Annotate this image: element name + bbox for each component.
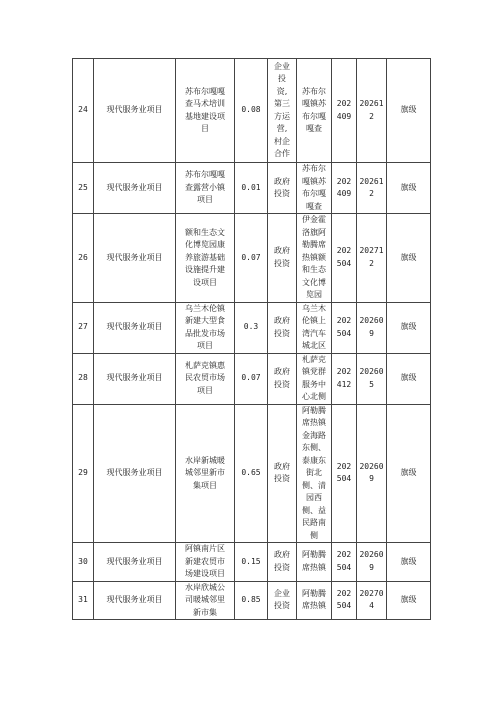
project-location-line: 札萨克 bbox=[302, 354, 326, 364]
end-date-line: 20260 bbox=[359, 316, 384, 325]
end-date bbox=[357, 353, 387, 404]
project-location-line: 热镇额 bbox=[302, 252, 326, 262]
project-level: 旗级 bbox=[387, 214, 431, 303]
investment-type-line: 企业 bbox=[274, 61, 290, 71]
table-row bbox=[73, 404, 431, 543]
project-location-line: 席热镇 bbox=[302, 601, 326, 611]
project-name-line: 集项目 bbox=[193, 480, 217, 490]
project-category: 现代服务业项目 bbox=[94, 581, 176, 620]
project-location bbox=[297, 353, 332, 404]
project-location-line: 阿勒腾 bbox=[302, 405, 326, 415]
end-date-line: 20260 bbox=[359, 461, 384, 471]
investment-type-line: 投资 bbox=[274, 379, 290, 389]
row-number: 25 bbox=[73, 163, 94, 214]
investment-type-line: 投资 bbox=[274, 328, 290, 338]
end-date bbox=[357, 59, 387, 163]
project-name bbox=[176, 404, 235, 543]
investment-type-line: 投资 bbox=[274, 562, 290, 572]
project-name-line: 场建设项目 bbox=[185, 569, 225, 578]
project-location bbox=[297, 581, 332, 620]
investment-type-line: 资, bbox=[276, 86, 288, 96]
start-date bbox=[332, 302, 357, 353]
project-name-line: 查露营小镇 bbox=[185, 182, 225, 192]
project-location-line: 侧、益 bbox=[302, 505, 326, 515]
start-date-line: 202 bbox=[336, 246, 352, 256]
investment-type-line: 投资 bbox=[274, 474, 290, 484]
project-name-line: 目 bbox=[201, 124, 209, 133]
investment-type-line: 企业 bbox=[274, 588, 290, 598]
project-location-line: 嘎镇苏 bbox=[302, 99, 326, 108]
end-date bbox=[357, 581, 387, 620]
project-name bbox=[176, 581, 235, 620]
project-location bbox=[297, 214, 332, 303]
start-date-line: 202 bbox=[336, 316, 352, 325]
project-location-line: 园西 bbox=[306, 493, 322, 502]
project-location-line: 布尔嘎 bbox=[302, 189, 326, 198]
project-location-line: 嘎镇苏 bbox=[302, 176, 326, 186]
project-location-line: 东侧、 bbox=[302, 443, 326, 452]
project-name-line: 新建农贸市 bbox=[185, 556, 225, 566]
project-name-line: 项目 bbox=[197, 341, 213, 350]
project-location-line: 伦镇上 bbox=[302, 316, 326, 325]
project-name bbox=[176, 353, 235, 404]
project-location-line: 苏布尔 bbox=[302, 164, 326, 173]
investment-amount: 0.01 bbox=[235, 163, 268, 214]
end-date bbox=[357, 163, 387, 214]
project-level: 旗级 bbox=[387, 404, 431, 543]
project-location-line: 席热镇 bbox=[302, 418, 326, 427]
project-name-line: 额和生态文 bbox=[185, 227, 225, 237]
project-location-line: 泰康东 bbox=[302, 455, 326, 465]
start-date-line: 202 bbox=[336, 367, 352, 376]
project-name-line: 民农贸市场 bbox=[185, 373, 225, 383]
project-level: 旗级 bbox=[387, 581, 431, 620]
start-date bbox=[332, 163, 357, 214]
project-name-line: 阿镇南片区 bbox=[185, 544, 225, 553]
table-row bbox=[73, 214, 431, 303]
investment-type-line: 政府 bbox=[274, 550, 290, 560]
end-date-line: 2 bbox=[369, 258, 374, 268]
project-category: 现代服务业项目 bbox=[94, 59, 176, 163]
start-date-line: 504 bbox=[336, 328, 352, 338]
project-name-line: 新市集 bbox=[193, 607, 217, 617]
project-location-line: 阿勒腾 bbox=[302, 550, 326, 560]
table-row bbox=[73, 581, 431, 620]
investment-type-line: 投 bbox=[278, 74, 286, 83]
project-location-line: 金海路 bbox=[302, 430, 326, 440]
investment-type-line: 投资 bbox=[274, 258, 290, 268]
project-name bbox=[176, 163, 235, 214]
project-name-line: 养旅游基础 bbox=[185, 252, 225, 262]
investment-type bbox=[268, 214, 297, 303]
project-name-line: 札萨克镇惠 bbox=[185, 360, 225, 370]
row-number: 31 bbox=[73, 581, 94, 620]
project-name bbox=[176, 543, 235, 582]
project-name bbox=[176, 214, 235, 303]
project-name-line: 司暖城邻里 bbox=[185, 595, 225, 604]
end-date-line: 2 bbox=[369, 111, 374, 121]
investment-type-line: 政府 bbox=[274, 176, 290, 186]
start-date-line: 504 bbox=[336, 562, 352, 572]
project-name-line: 水岸欣城公 bbox=[185, 582, 225, 592]
investment-type bbox=[268, 404, 297, 543]
project-location bbox=[297, 404, 332, 543]
project-name-line: 水岸新城暖 bbox=[185, 455, 225, 465]
start-date-line: 202 bbox=[336, 588, 352, 598]
row-number: 27 bbox=[73, 302, 94, 353]
project-level: 旗级 bbox=[387, 163, 431, 214]
investment-type-line: 政府 bbox=[274, 367, 290, 376]
project-location bbox=[297, 543, 332, 582]
project-category: 现代服务业项目 bbox=[94, 214, 176, 303]
project-category: 现代服务业项目 bbox=[94, 543, 176, 582]
start-date-line: 409 bbox=[336, 111, 352, 121]
start-date-line: 409 bbox=[336, 189, 352, 198]
row-number: 26 bbox=[73, 214, 94, 303]
investment-amount: 0.07 bbox=[235, 353, 268, 404]
project-location-line: 勒腾席 bbox=[302, 240, 326, 249]
end-date-line: 20260 bbox=[359, 550, 384, 560]
start-date bbox=[332, 404, 357, 543]
table-row bbox=[73, 543, 431, 582]
project-location-line: 布尔嘎 bbox=[302, 111, 326, 121]
project-location-line: 嘎查 bbox=[306, 124, 322, 133]
start-date-line: 202 bbox=[336, 461, 352, 471]
project-name-line: 项目 bbox=[197, 195, 213, 205]
start-date-line: 202 bbox=[336, 550, 352, 560]
project-location-line: 伊金霍 bbox=[302, 215, 326, 224]
project-location bbox=[297, 163, 332, 214]
project-level: 旗级 bbox=[387, 59, 431, 163]
project-name-line: 苏布尔嘎嘎 bbox=[185, 170, 225, 180]
end-date-line: 2 bbox=[369, 189, 374, 198]
project-category: 现代服务业项目 bbox=[94, 163, 176, 214]
project-location-line: 服务中 bbox=[302, 379, 326, 389]
start-date bbox=[332, 581, 357, 620]
investment-type bbox=[268, 302, 297, 353]
table-row bbox=[73, 163, 431, 214]
project-name-line: 设项目 bbox=[193, 277, 217, 287]
end-date bbox=[357, 214, 387, 303]
project-location-line: 乌兰木 bbox=[302, 303, 326, 313]
row-number: 30 bbox=[73, 543, 94, 582]
start-date-line: 202 bbox=[336, 176, 352, 186]
end-date-line: 9 bbox=[369, 562, 374, 572]
project-location-line: 心北侧 bbox=[302, 392, 326, 401]
project-location-line: 阿勒腾 bbox=[302, 588, 326, 598]
end-date-line: 9 bbox=[369, 474, 374, 484]
project-name-line: 化博览园康 bbox=[185, 240, 225, 249]
start-date bbox=[332, 353, 357, 404]
investment-type-line: 方运 bbox=[274, 111, 290, 121]
end-date bbox=[357, 404, 387, 543]
project-name-line: 苏布尔嘎嘎 bbox=[185, 86, 225, 96]
project-location-line: 镇党群 bbox=[302, 367, 326, 376]
row-number: 28 bbox=[73, 353, 94, 404]
table-row bbox=[73, 59, 431, 163]
investment-type-line: 投资 bbox=[274, 189, 290, 198]
table-row bbox=[73, 353, 431, 404]
start-date bbox=[332, 543, 357, 582]
investment-amount: 0.07 bbox=[235, 214, 268, 303]
project-location-line: 苏布尔 bbox=[302, 86, 326, 96]
end-date-line: 20271 bbox=[359, 246, 384, 256]
row-number: 29 bbox=[73, 404, 94, 543]
project-location-line: 文化博 bbox=[302, 277, 326, 287]
investment-amount: 0.15 bbox=[235, 543, 268, 582]
project-category: 现代服务业项目 bbox=[94, 404, 176, 543]
project-table bbox=[72, 58, 431, 620]
start-date-line: 412 bbox=[336, 379, 352, 389]
end-date-line: 20261 bbox=[359, 176, 384, 186]
project-level: 旗级 bbox=[387, 302, 431, 353]
start-date-line: 202 bbox=[336, 99, 352, 108]
project-location-line: 洛旗阿 bbox=[302, 227, 326, 237]
investment-type bbox=[268, 353, 297, 404]
investment-amount: 0.85 bbox=[235, 581, 268, 620]
project-location-line: 席热镇 bbox=[302, 562, 326, 572]
project-name bbox=[176, 302, 235, 353]
project-category: 现代服务业项目 bbox=[94, 353, 176, 404]
investment-type-line: 村企 bbox=[274, 136, 290, 146]
project-name-line: 新建大型食 bbox=[185, 316, 225, 325]
start-date-line: 504 bbox=[336, 474, 352, 484]
start-date bbox=[332, 214, 357, 303]
project-location-line: 和生态 bbox=[302, 265, 326, 274]
investment-amount: 0.08 bbox=[235, 59, 268, 163]
project-location-line: 嘎查 bbox=[306, 201, 322, 211]
investment-type bbox=[268, 581, 297, 620]
end-date-line: 4 bbox=[369, 601, 374, 611]
project-category: 现代服务业项目 bbox=[94, 302, 176, 353]
investment-type bbox=[268, 163, 297, 214]
project-level: 旗级 bbox=[387, 353, 431, 404]
end-date-line: 20260 bbox=[359, 367, 384, 376]
row-number: 24 bbox=[73, 59, 94, 163]
investment-type bbox=[268, 59, 297, 163]
project-name-line: 设施提升建 bbox=[185, 265, 225, 274]
investment-amount: 0.65 bbox=[235, 404, 268, 543]
end-date-line: 9 bbox=[369, 328, 374, 338]
project-location-line: 侧、清 bbox=[302, 480, 326, 490]
project-name-line: 项目 bbox=[197, 385, 213, 395]
project-location-line: 民路南 bbox=[302, 518, 326, 527]
investment-type-line: 合作 bbox=[274, 149, 290, 158]
investment-amount: 0.3 bbox=[235, 302, 268, 353]
project-name-line: 乌兰木伦镇 bbox=[185, 303, 225, 313]
end-date-line: 5 bbox=[369, 379, 374, 389]
investment-type-line: 政府 bbox=[274, 461, 290, 471]
investment-type bbox=[268, 543, 297, 582]
end-date bbox=[357, 302, 387, 353]
start-date-line: 504 bbox=[336, 258, 352, 268]
investment-type-line: 政府 bbox=[274, 246, 290, 256]
table-row bbox=[73, 302, 431, 353]
project-location-line: 侧 bbox=[310, 530, 318, 540]
project-location bbox=[297, 59, 332, 163]
investment-type-line: 营, bbox=[276, 124, 288, 133]
project-name-line: 查马术培训 bbox=[185, 99, 225, 108]
start-date bbox=[332, 59, 357, 163]
end-date bbox=[357, 543, 387, 582]
start-date-line: 504 bbox=[336, 601, 352, 611]
project-location-line: 览园 bbox=[306, 290, 322, 299]
investment-type-line: 政府 bbox=[274, 316, 290, 325]
project-name-line: 城邻里新市 bbox=[185, 468, 225, 477]
investment-type-line: 第三 bbox=[274, 99, 290, 108]
project-location-line: 湾汽车 bbox=[302, 328, 326, 338]
project-location-line: 城北区 bbox=[302, 341, 326, 350]
end-date-line: 20261 bbox=[359, 99, 384, 108]
project-name bbox=[176, 59, 235, 163]
project-location bbox=[297, 302, 332, 353]
end-date-line: 20270 bbox=[359, 588, 384, 598]
project-level: 旗级 bbox=[387, 543, 431, 582]
project-location-line: 街北 bbox=[306, 468, 322, 477]
project-name-line: 品批发市场 bbox=[185, 328, 225, 338]
investment-type-line: 投资 bbox=[274, 601, 290, 611]
project-name-line: 基地建设项 bbox=[185, 111, 225, 121]
